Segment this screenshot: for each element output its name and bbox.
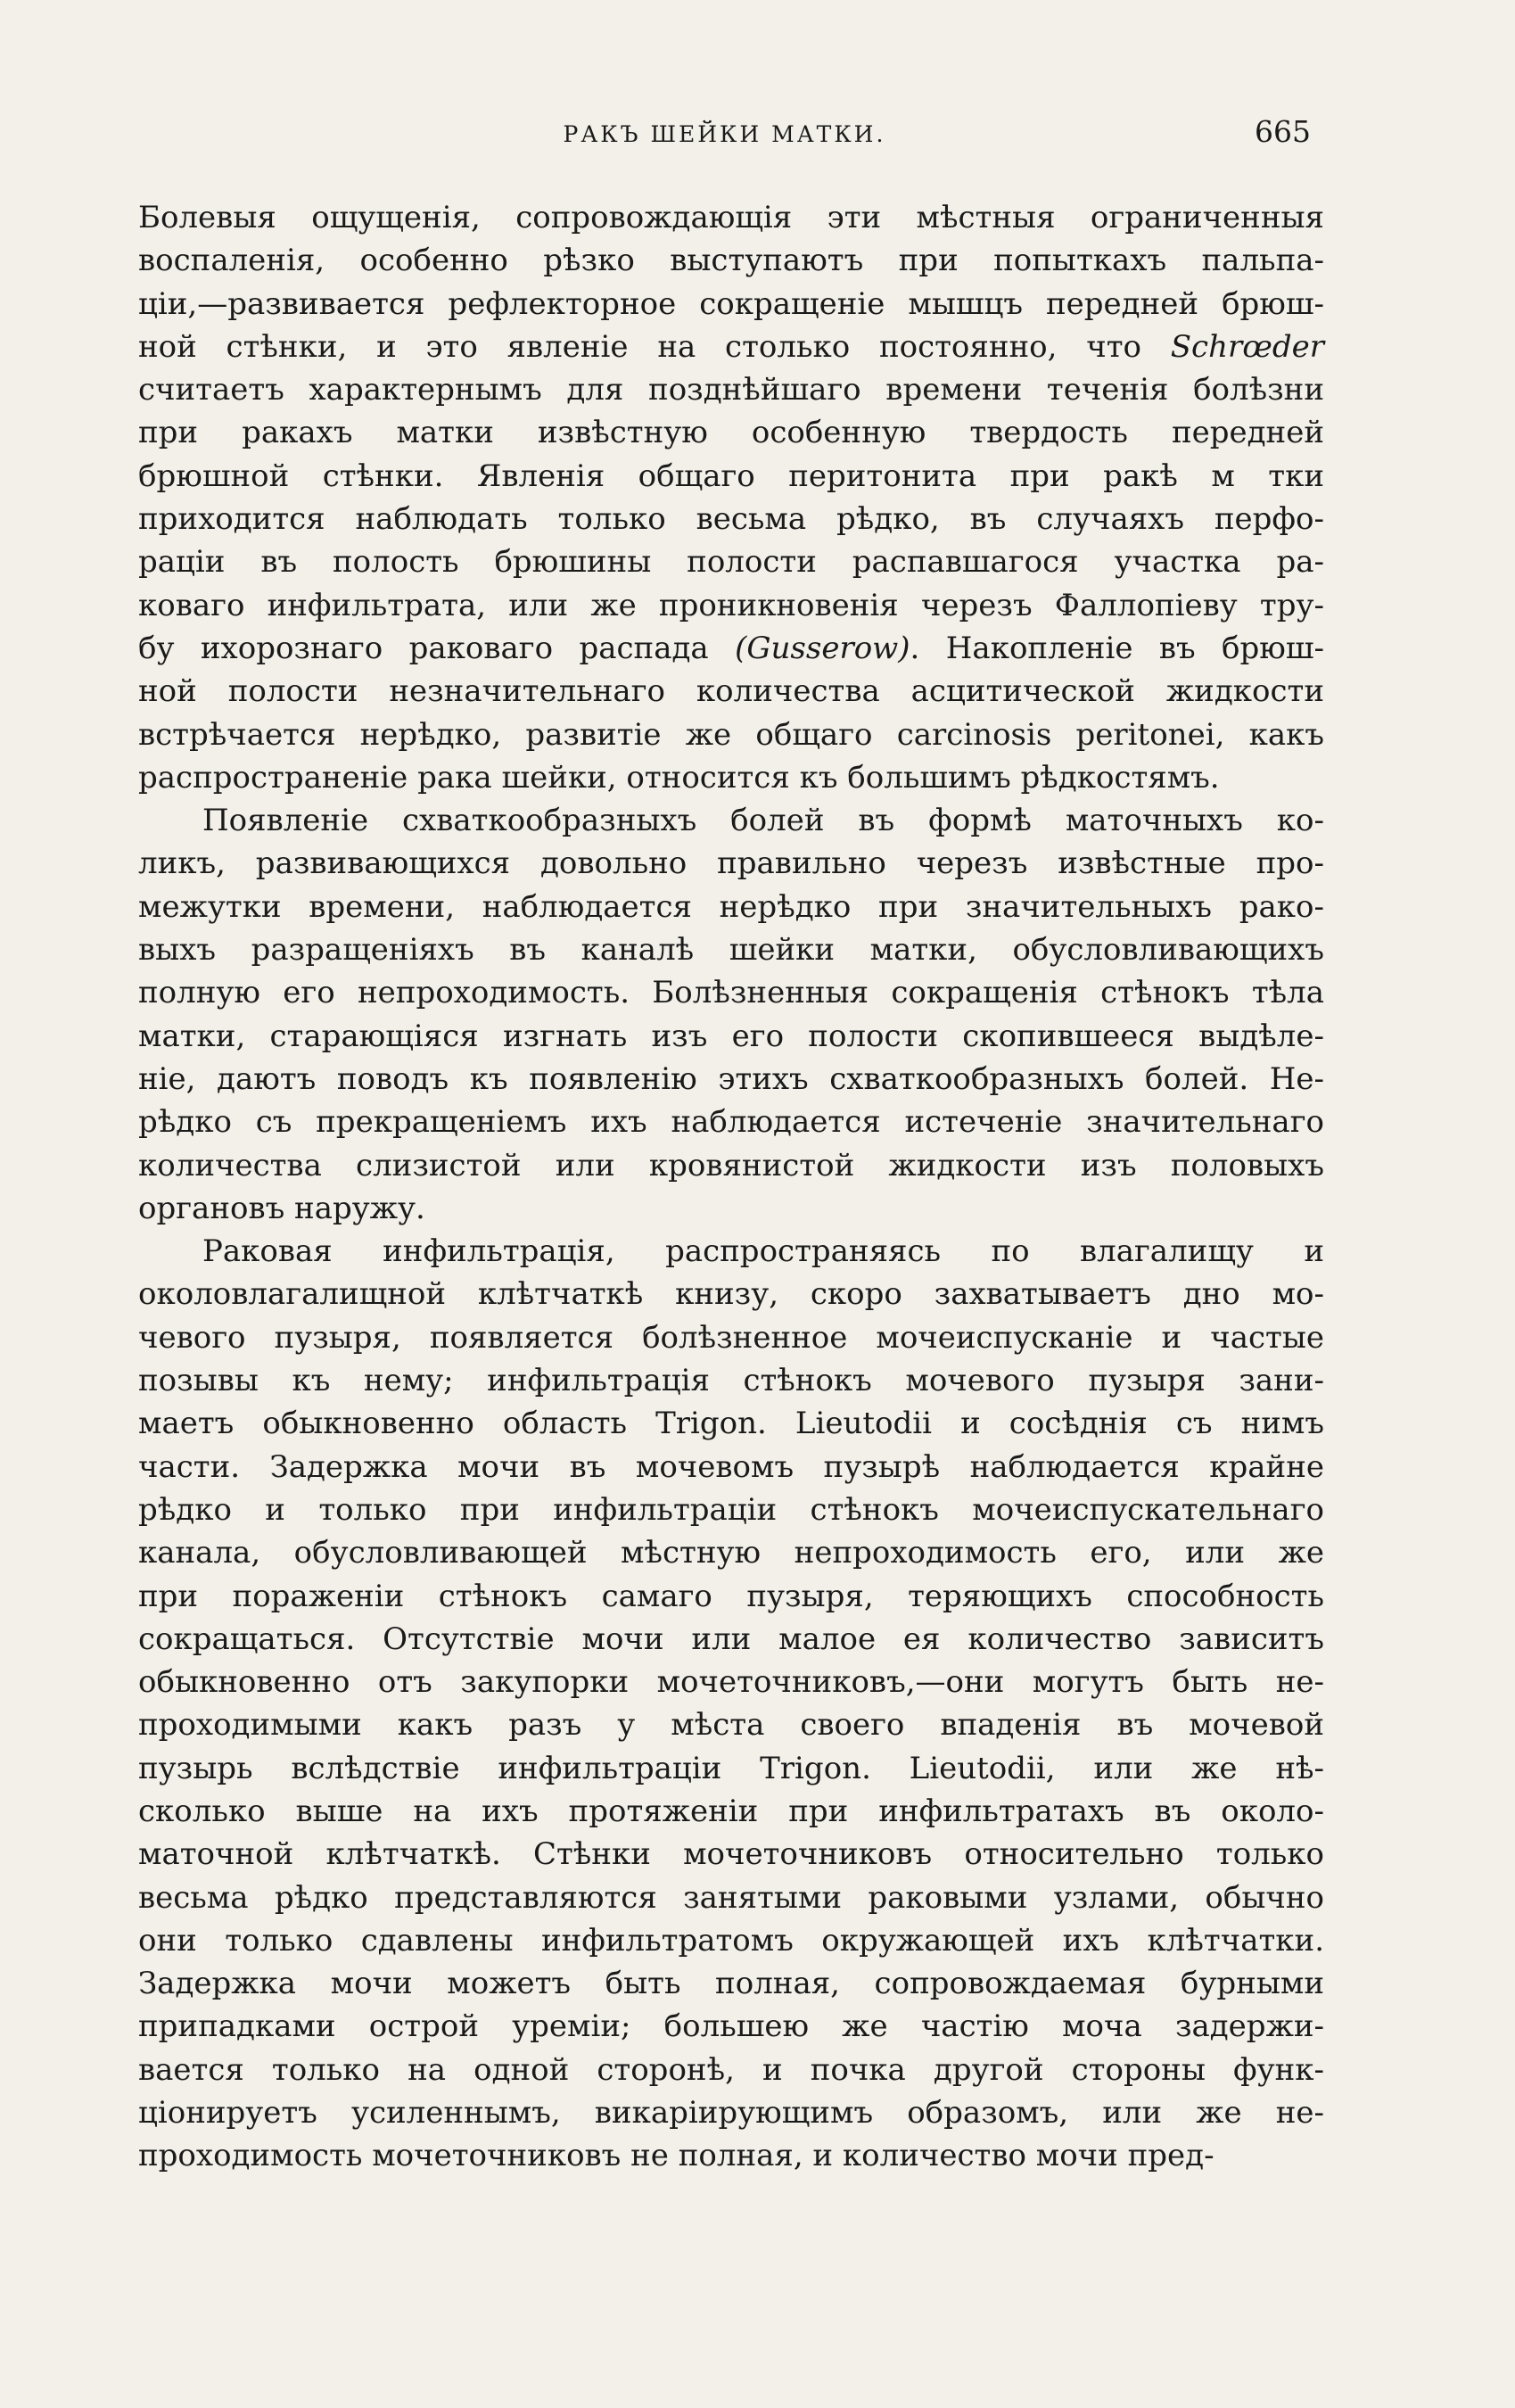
text-line: припадками острой уреміи; большею же частію моча задержи- — [138, 2008, 1324, 2045]
text-line: ной полости незначительнаго количества асцитической жидкости — [138, 673, 1324, 710]
text-line: при пораженіи стѣнокъ самаго пузыря, теряющихъ способность — [138, 1578, 1324, 1614]
text-line: ніе, даютъ поводъ къ появленію этихъ схваткообразныхъ болей. Не- — [138, 1060, 1324, 1097]
paragraph — [138, 1230, 1324, 2178]
text-line: Болевыя ощущенія, сопровождающія эти мѣстныя ограниченныя — [138, 200, 1324, 235]
text-line: проходимыми какъ разъ у мѣста своего впаденія въ мочевой — [138, 1707, 1324, 1744]
text-line: количества слизистой или кровянистой жидкости изъ половыхъ — [138, 1147, 1324, 1183]
text-line: ликъ, развивающихся довольно правильно черезъ извѣстные про- — [138, 845, 1324, 882]
page-header — [138, 114, 1311, 159]
text-line: распространеніе рака шейки, относится къ большимъ рѣдкостямъ. — [138, 759, 1220, 796]
text-line: пузырь вслѣдствіе инфильтраціи Trigon. Lieutodii, или же нѣ- — [138, 1750, 1324, 1786]
body-text — [138, 196, 1324, 2178]
text-line: воспаленія, особенно рѣзко выступаютъ при попыткахъ пальпа- — [138, 243, 1324, 279]
text-line: бу ихорознаго раковаго распада (Gusserow). Накопленіе въ брюш- — [138, 630, 1324, 666]
text-line: брюшной стѣнки. Явленія общаго перитонита при ракѣ м тки — [138, 458, 1324, 494]
text-line: Раковая инфильтрація, распространяясь по влагалищу и — [202, 1233, 1324, 1270]
text-line: маточной клѣтчаткѣ. Стѣнки мочеточниковъ относительно только — [138, 1836, 1324, 1873]
text-line: околовлагалищной клѣтчаткѣ книзу, скоро захватываетъ дно мо- — [138, 1276, 1324, 1313]
text-line: они только сдавлены инфильтратомъ окружающей ихъ клѣтчатки. — [138, 1922, 1324, 1959]
text-line: Появленіе схваткообразныхъ болей въ формѣ маточныхъ ко- — [202, 803, 1324, 839]
text-line: коваго инфильтрата, или же проникновенія черезъ Фаллопіеву тру- — [138, 587, 1324, 623]
italic-author-name: (Gusserow) — [735, 630, 910, 666]
text-line: раціи въ полость брюшины полости распавшагося участка ра- — [138, 544, 1324, 581]
text-line: ціонируетъ усиленнымъ, викаріирующимъ образомъ, или же не- — [138, 2095, 1324, 2132]
text-line: части. Задержка мочи въ мочевомъ пузырѣ наблюдается крайне — [138, 1448, 1324, 1485]
text-line: весьма рѣдко представляются занятыми раковыми узлами, обычно — [138, 1879, 1324, 1916]
text-line: при ракахъ матки извѣстную особенную твердость передней — [138, 415, 1324, 451]
text-line: рѣдко съ прекращеніемъ ихъ наблюдается истеченіе значительнаго — [138, 1104, 1324, 1141]
italic-author-name: Schrœder — [1170, 328, 1324, 365]
text-line: чевого пузыря, появляется болѣзненное мочеиспусканіе и частые — [138, 1319, 1324, 1356]
paragraph — [138, 196, 1324, 799]
text-line: сокращаться. Отсутствіе мочи или малое ея количество зависитъ — [138, 1620, 1324, 1657]
text-line: сколько выше на ихъ протяженіи при инфильтратахъ въ около- — [138, 1793, 1324, 1829]
text-line: выхъ разращеніяхъ въ каналѣ шейки матки, обусловливающихъ — [138, 932, 1324, 969]
page-number: 665 — [1255, 114, 1311, 149]
text-line: маетъ обыкновенно область Trigon. Lieutodii и сосѣднія съ нимъ — [138, 1406, 1324, 1442]
paragraph — [138, 799, 1324, 1230]
text-line: рѣдко и только при инфильтраціи стѣнокъ мочеиспускательнаго — [138, 1491, 1324, 1528]
text-line: считаетъ характернымъ для позднѣйшаго времени теченія болѣзни — [138, 372, 1324, 408]
text-line: приходится наблюдать только весьма рѣдко, въ случаяхъ перфо- — [138, 501, 1324, 538]
text-line: проходимость мочеточниковъ не полная, и количество мочи пред- — [138, 2138, 1214, 2174]
text-line: позывы къ нему; инфильтрація стѣнокъ мочевого пузыря зани- — [138, 1363, 1324, 1399]
text-line: встрѣчается нерѣдко, развитіе же общаго carcinosis peritonei, какъ — [138, 716, 1324, 753]
text-line: матки, старающіяся изгнать изъ его полости скопившееся выдѣле- — [138, 1018, 1324, 1054]
text-line: обыкновенно отъ закупорки мочеточниковъ,—они могутъ быть не- — [138, 1664, 1324, 1701]
text-line: полную его непроходимость. Болѣзненныя сокращенія стѣнокъ тѣла — [138, 975, 1324, 1011]
text-line: ной стѣнки, и это явленіе на столько постоянно, что Schrœder — [138, 328, 1324, 365]
text-line: Задержка мочи можетъ быть полная, сопровождаемая бурными — [138, 1966, 1324, 2002]
running-title: РАКЪ ШЕЙКИ МАТКИ. — [563, 121, 886, 147]
text-line: ціи,—развивается рефлекторное сокращеніе мышцъ передней брюш- — [138, 285, 1324, 322]
text-line: канала, обусловливающей мѣстную непроходимость его, или же — [138, 1535, 1324, 1571]
text-line: вается только на одной сторонѣ, и почка другой стороны функ- — [138, 2051, 1324, 2088]
text-line: органовъ наружу. — [138, 1190, 425, 1226]
text-line: межутки времени, наблюдается нерѣдко при значительныхъ рако- — [138, 888, 1324, 925]
